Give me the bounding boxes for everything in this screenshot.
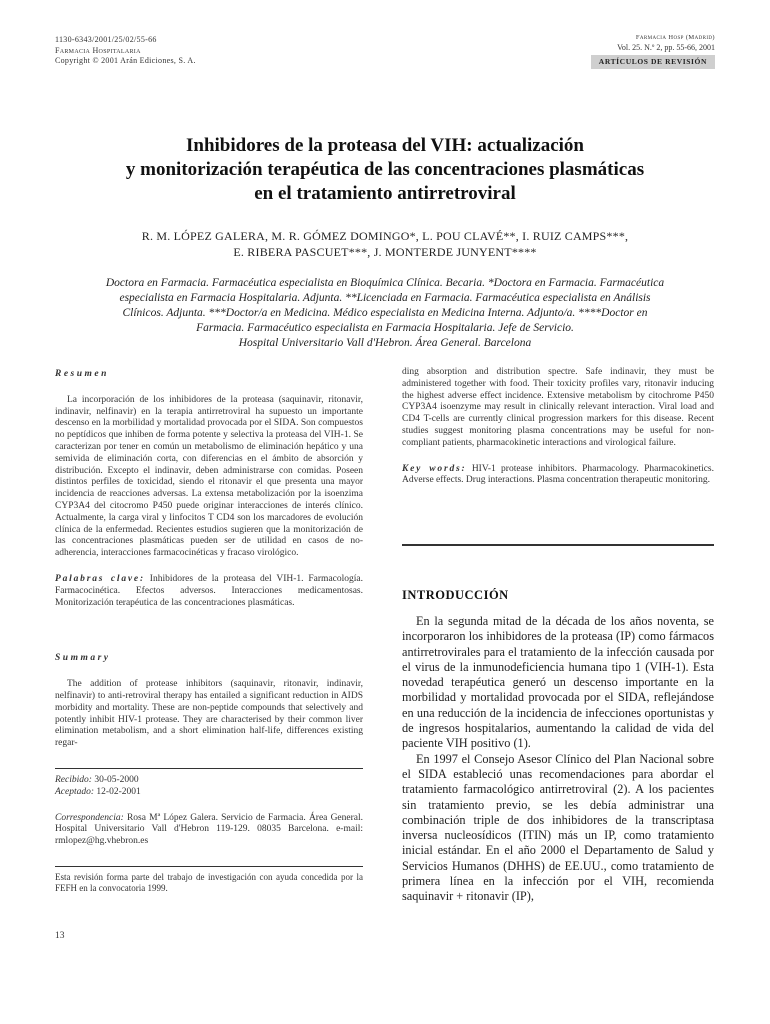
intro-heading: INTRODUCCIÓN bbox=[402, 588, 509, 602]
header-left bbox=[55, 35, 196, 67]
resumen-text: La incorporación de los inhibidores de la proteasa (saquinavir, ritonavir, indinavir, nelfinavir) en la terapia antirretroviral ha supuesto un importante descenso en la morbilidad y mortalidad provocada por el SIDA. Son compuestos no peptídicos que inhiben de forma potente y selectiva la proteasa del VIH-1. Se caracterizan por tener en común un metabolismo de eliminación hepático y una semivida de eliminación corta, con diferencias en el ámbito de absorción y distribución. Excepto el indinavir, deben administrarse con comidas. Poseen distintos perfiles de toxicidad, siendo el ritonavir el que presenta una mayor incidencia de reacciones adversas. La extensa metabolización por la isoenzima CYP3A4 del citocromo P450 puede originar interacciones de interés clínico. Actualmente, la carga viral y linfocitos T CD4 son los marcadores de evolución clínica de la enfermedad. Recientes estudios sugieren que la monitorización de las concentraciones plasmáticas pueden ser de utilidad en casos de no-adherencia, interacciones farmacocinéticas y fracaso virológico. bbox=[55, 394, 363, 559]
affiliation-line: Doctora en Farmacia. Farmacéutica especialista en Bioquímica Clínica. Becaria. *Doctora en Farmacia. Farmacéutica bbox=[105, 277, 665, 289]
resumen-keywords-label: Palabras clave: bbox=[55, 573, 145, 584]
affiliation-line: Hospital Universitario Vall d'Hebron. Área General. Barcelona bbox=[238, 337, 532, 349]
summary-heading: Summary bbox=[55, 653, 111, 664]
accepted-date bbox=[55, 787, 363, 799]
authors-line: R. M. LÓPEZ GALERA, M. R. GÓMEZ DOMINGO*, L. POU CLAVÉ**, I. RUIZ CAMPS***, bbox=[141, 229, 629, 243]
summary-keywords-text: HIV-1 protease inhibitors. Pharmacology. Pharmacokinetics. Adverse effects. Drug interactions. Plasma concentration therapeutic monitoring. bbox=[402, 463, 714, 486]
correspondence-text: Rosa Mª López Galera. Servicio de Farmacia. Área General. Hospital Universitario Vall d'Hebron 119-129. 08035 Barcelona. e-mail: rmlopez@hg.vhebron.es bbox=[55, 812, 364, 847]
copyright: Copyright © 2001 Arán Ediciones, S. A. bbox=[55, 56, 196, 65]
summary-text-right: ding absorption and distribution spectre. Safe indinavir, they must be administered together with food. Their toxicity profiles vary, ritonavir inducing the highest adverse effect incidence. Extensive metabolism by citochrome P450 CYP3A4 isoenzyme may result in clinically relevant interaction. Viral load and CD4 T-cells are currently clinical progression markers for this disease. Recent studies suggest monitoring plasma concentrations may be useful for non-compliant patients, pharmacokinetic interactions and virological failure. bbox=[402, 367, 714, 448]
abstract-end-rule bbox=[402, 544, 714, 546]
summary-keywords-label: Key words: bbox=[402, 463, 467, 474]
received-value: 30-05-2000 bbox=[94, 774, 139, 785]
resumen-keywords-text: Inhibidores de la proteasa del VIH-1. Farmacología. Farmacocinética. Efectos adversos. Interacciones medicamentosas. Monitorización terapéutica de las concentraciones plasmáticas. bbox=[55, 573, 363, 608]
article-title bbox=[55, 134, 715, 206]
received-label: Recibido: bbox=[55, 774, 92, 785]
intro-body bbox=[402, 614, 714, 905]
footnote-divider bbox=[55, 866, 363, 867]
journal-short: Farmacia Hosp (Madrid) bbox=[635, 34, 715, 41]
title-line: Inhibidores de la proteasa del VIH: actualización bbox=[186, 135, 584, 156]
correspondence bbox=[55, 813, 363, 848]
affiliation-line: Farmacia. Farmacéutico especialista en Farmacia Hospitalaria. Jefe de Servicio. bbox=[196, 322, 574, 334]
resumen-heading: Resumen bbox=[55, 369, 109, 379]
summary-keywords bbox=[402, 464, 714, 488]
volume-info: Vol. 25. N.º 2, pp. 55-66, 2001 bbox=[617, 43, 715, 52]
title-line: en el tratamiento antirretroviral bbox=[254, 183, 516, 204]
right-column bbox=[402, 367, 714, 487]
intro-paragraph: En 1997 el Consejo Asesor Clínico del Plan Nacional sobre el SIDA estableció unas recomendaciones para abordar el tratamiento farmacológico antirretroviral (2). A los pacientes sin tratamiento previo, se les debía administrar una combinación triple de dos inhibidores de la transcriptasa inversa nucleosídicos (ITIN) más un IP, como tratamiento inicial estándar. En el año 2000 el Departamento de Salud y Servicios Humanos (DHHS) de EE.UU., como tratamiento de primera línea en la infección por el VIH, recomienda saquinavir + ritonavir (IP), bbox=[402, 751, 714, 904]
title-line: y monitorización terapéutica de las concentraciones plasmáticas bbox=[125, 159, 645, 180]
affiliation-line: especialista en Farmacia Hospitalaria. Adjunta. **Licenciada en Farmacia. Farmacéutica especialista en Análisis bbox=[119, 292, 651, 304]
page-number: 13 bbox=[55, 931, 65, 941]
received-date bbox=[55, 775, 363, 787]
resumen-keywords bbox=[55, 574, 363, 609]
authors bbox=[55, 228, 715, 260]
intro-paragraph: En la segunda mitad de la década de los años noventa, se incorporaron los inhibidores de la proteasa (IP) como fármacos antirretrovirales para el tratamiento de la infección causada por el virus de la inmunodeficiencia humana tipo 1 (VIH-1). Esta novedad terapéutica generó un descenso importante en la morbilidad y mortalidad provocada por el SIDA, reflejándose en una reducción de la incidencia de infecciones oportunistas y de ingresos hospitalarios, aumentando la calidad de vida del paciente VIH positivo (1). bbox=[402, 614, 714, 751]
divider bbox=[55, 768, 363, 769]
issn: 1130-6343/2001/25/02/55-66 bbox=[55, 35, 157, 44]
correspondence-label: Correspondencia: bbox=[55, 812, 124, 823]
left-column bbox=[55, 369, 363, 895]
section-badge: ARTÍCULOS DE REVISIÓN bbox=[591, 55, 715, 69]
affiliations bbox=[62, 276, 708, 351]
header-right bbox=[591, 33, 715, 69]
footnote: Esta revisión forma parte del trabajo de investigación con ayuda concedida por la FEFH en la convocatoria 1999. bbox=[55, 871, 363, 894]
summary-text-left: The addition of protease inhibitors (saquinavir, ritonavir, indinavir, nelfinavir) to anti-retroviral therapy has entailed a significant reduction in AIDS morbidity and mortality. These are non-peptide compounds that selectively and potently inhibit HIV-1 protease. They are characterised by their common liver elimination metabolism, and a short elimination half-life, differences existing regar- bbox=[55, 679, 363, 749]
affiliation-line: Clínicos. Adjunta. ***Doctor/a en Medicina. Médico especialista en Medicina Interna. Adjunto/a. ****Doctor en bbox=[122, 307, 648, 319]
accepted-label: Aceptado: bbox=[55, 786, 95, 797]
journal-name: Farmacia Hospitalaria bbox=[55, 45, 141, 55]
dates bbox=[55, 775, 363, 799]
authors-line: E. RIBERA PASCUET***, J. MONTERDE JUNYENT**** bbox=[233, 245, 537, 259]
accepted-value: 12-02-2001 bbox=[96, 786, 141, 797]
